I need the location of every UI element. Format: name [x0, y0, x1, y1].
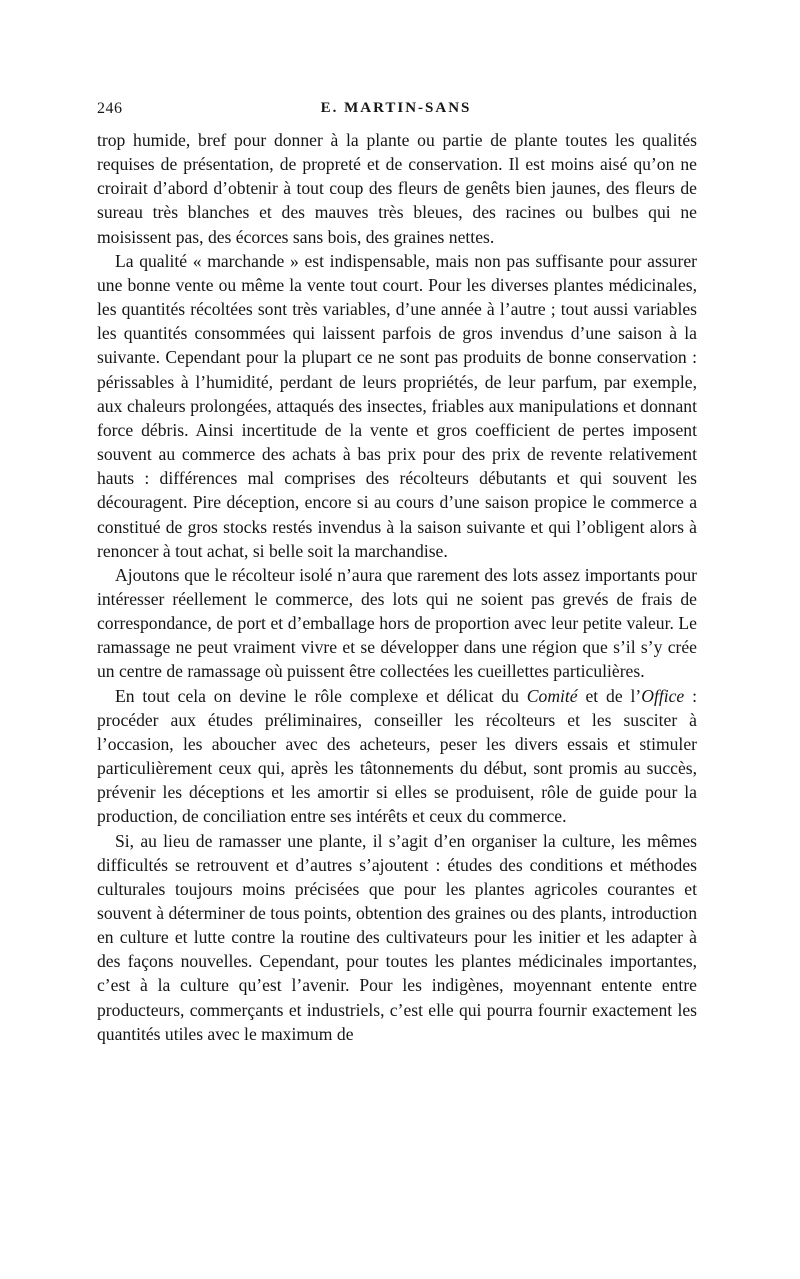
paragraph-3: Ajoutons que le récolteur isolé n’aura que rarement des lots assez importants pour intéresser réellement le commerce, des lots qui ne soient pas grevés de frais de correspondance, de port et d’emballage hors de proportion avec leur petite valeur. Le ramassage ne peut vraiment vivre et se développer dans une région que s’il s’y crée un centre de ramassage où puissent être collectées les cueillettes particulières. [97, 564, 697, 682]
comite-italic: Comité [526, 685, 578, 706]
body-text [97, 128, 697, 1046]
paragraph-5: Si, au lieu de ramasser une plante, il s’agit d’en organiser la culture, les mêmes difficultés se retrouvent et d’autres s’ajoutent : études des conditions et méthodes culturales toujours moins précisées que pour les plantes agricoles courantes et souvent à déterminer de tous points, obtention des graines ou des plants, introduction en culture et lutte contre la routine des cultivateurs pour les initier et les adapter à des façons nouvelles. Cependant, pour toutes les plantes médicinales importantes, c’est à la culture qu’est l’avenir. Pour les indigènes, moyennant entente entre producteurs, commerçants et industriels, c’est elle qui pourra fournir exactement les quantités utiles avec le maximum de [97, 830, 697, 1044]
paragraph-4-text-middle: et de l’ [577, 685, 642, 706]
paragraph-1: trop humide, bref pour donner à la plante ou partie de plante toutes les qualités requises de présentation, de propreté et de conservation. Il est moins aisé qu’on ne croirait d’abord d’obtenir à tout coup des fleurs de genêts bien jaunes, des fleurs de sureau très blanches et des mauves très bleues, des racines ou bulbes qui ne moisissent pas, des écorces sans bois, des graines nettes. [97, 130, 697, 247]
paragraph-4-text-after: : procéder aux études préliminaires, conseiller les récolteurs et les susciter à l’occasion, les aboucher avec des acheteurs, peser les divers essais et stimuler particulièrement ceux qui, après les tâtonnements du début, sont promis au succès, prévenir les déceptions et les amortir si elles se produisent, rôle de guide pour la production, de conciliation entre ses intérêts et ceux du commerce. [97, 685, 697, 827]
office-italic: Office [641, 685, 685, 706]
page-number: 246 [97, 100, 123, 117]
paragraph-2: La qualité « marchande » est indispensable, mais non pas suffisante pour assurer une bonne vente ou même la vente tout court. Pour les diverses plantes médicinales, les quantités récoltées sont très variables, d’une année à l’autre ; tout aussi variables les quantités consommées qui laissent parfois de gros invendus d’une saison à la suivante. Cependant pour la plupart ce ne sont pas produits de bonne conservation : périssables à l’humidité, perdant de leurs propriétés, de leur parfum, par exemple, aux chaleurs prolongées, attaqués des insectes, friables aux manipulations et donnant force débris. Ainsi incertitude de la vente et gros coefficient de pertes imposent souvent au commerce des achats à bas prix pour des prix de revente relativement hauts : différences mal comprises des récolteurs débutants et qui souvent les découragent. Pire déception, encore si au cours d’une saison propice le commerce a constitué de gros stocks restés invendus à la saison suivante et qui l’obligent alors à renoncer à tout achat, si belle soit la marchandise. [97, 250, 697, 561]
header-author: E. MARTIN-SANS [320, 100, 472, 116]
running-header [97, 100, 695, 122]
paragraph-4 [97, 684, 697, 829]
paragraph-4-text-before: En tout cela on devine le rôle complexe et délicat du [115, 685, 527, 706]
